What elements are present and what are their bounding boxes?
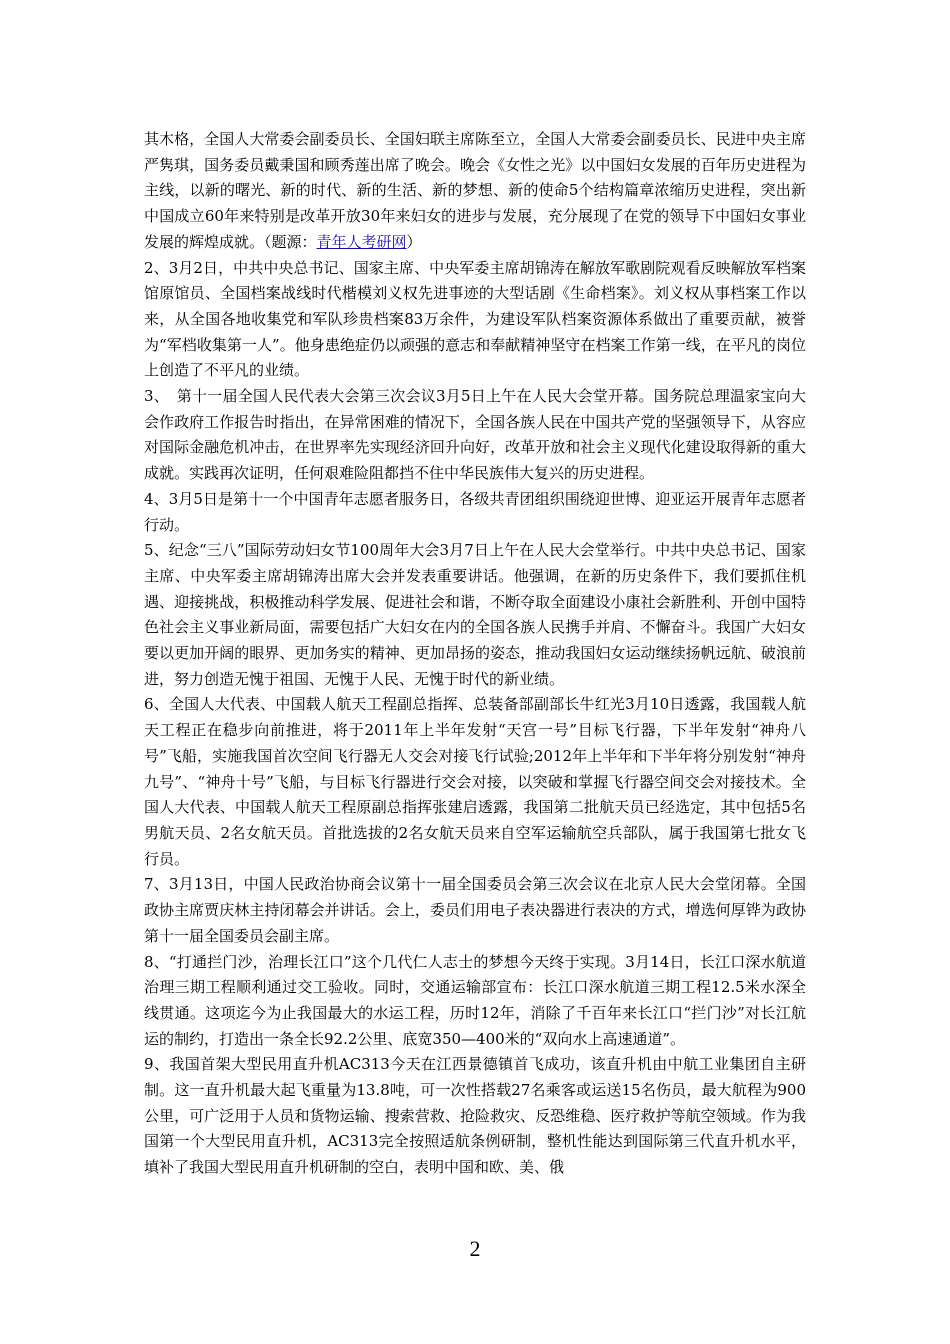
page-number: 2: [469, 1236, 481, 1261]
paragraph-1-text: 其木格，全国人大常委会副委员长、全国妇联主席陈至立，全国人大常委会副委员长、民进中央主席严隽琪，国务委员戴秉国和顾秀莲出席了晚会。晚会《女性之光》以中国妇女发展的百年历史进程为主线，以新的曙光、新的时代、新的生活、新的梦想、新的使命5个结构篇章浓缩历史进程，突出新中国成立60年来特别是改革开放30年来妇女的进步与发展，充分展现了在党的领导下中国妇女事业发展的辉煌成就。（题源：: [144, 130, 806, 251]
source-link[interactable]: 青年人考研网: [316, 232, 407, 251]
document-body: [144, 127, 806, 1181]
paragraph-8: 8、“打通拦门沙，治理长江口”这个几代仁人志士的梦想今天终于实现。3月14日，长江口深水航道治理三期工程顺利通过交工验收。同时，交通运输部宣布：长江口深水航道三期工程12.5米水深全线贯通。这项迄今为止我国最大的水运工程，历时12年，消除了千百年来长江口“拦门沙”对长江航运的制约，打造出一条全长92.2公里、底宽350—400米的“双向水上高速通道”。: [144, 952, 806, 1048]
paragraph-9: 9、我国首架大型民用直升机AC313今天在江西景德镇首飞成功，该直升机由中航工业集团自主研制。这一直升机最大起飞重量为13.8吨，可一次性搭载27名乘客或运送15名伤员，最大航程为900公里，可广泛用于人员和货物运输、搜索营救、抢险救灾、反恐维稳、医疗救护等航空领域。作为我国第一个大型民用直升机，AC313完全按照适航条例研制，整机性能达到国际第三代直升机水平，填补了我国大型民用直升机研制的空白，表明中国和欧、美、俄: [144, 1055, 806, 1177]
paragraph-4: 4、3月5日是第十一个中国青年志愿者服务日，各级共青团组织围绕迎世博、迎亚运开展青年志愿者行动。: [144, 489, 806, 534]
paragraph-2: 2、3月2日，中共中央总书记、国家主席、中央军委主席胡锦涛在解放军歌剧院观看反映解放军档案馆原馆员、全国档案战线时代楷模刘义权先进事迹的大型话剧《生命档案》。刘义权从事档案工作以来，从全国各地收集党和军队珍贵档案83万余件，为建设军队档案资源体系做出了重要贡献，被誉为“军档收集第一人”。他身患绝症仍以顽强的意志和奉献精神坚守在档案工作第一线，在平凡的岗位上创造了不平凡的业绩。: [144, 258, 806, 380]
paragraph-3: 3、 第十一届全国人民代表大会第三次会议3月5日上午在人民大会堂开幕。国务院总理温家宝向大会作政府工作报告时指出，在异常困难的情况下，全国各族人民在中国共产党的坚强领导下，从容应对国际金融危机冲击，在世界率先实现经济回升向好，改革开放和社会主义现代化建设取得新的重大成就。实践再次证明，任何艰难险阻都挡不住中华民族伟大复兴的历史进程。: [144, 387, 806, 483]
paragraph-5: 5、纪念“三八”国际劳动妇女节100周年大会3月7日上午在人民大会堂举行。中共中央总书记、国家主席、中央军委主席胡锦涛出席大会并发表重要讲话。他强调，在新的历史条件下，我们要抓住机遇、迎接挑战，积极推动科学发展、促进社会和谐，不断夺取全面建设小康社会新胜利、开创中国特色社会主义事业新局面，需要包括广大妇女在内的全国各族人民携手并肩、不懈奋斗。我国广大妇女要以更加开阔的眼界、更加务实的精神、更加昂扬的姿态，推动我国妇女运动继续扬帆远航、破浪前进，努力创造无愧于祖国、无愧于人民、无愧于时代的新业绩。: [144, 541, 806, 688]
paragraph-1: [144, 127, 806, 256]
paragraph-6: 6、全国人大代表、中国载人航天工程副总指挥、总装备部副部长牛红光3月10日透露，我国载人航天工程正在稳步向前推进，将于2011年上半年发射“天宫一号”目标飞行器，下半年发射“神舟八号”飞船，实施我国首次空间飞行器无人交会对接飞行试验;2012年上半年和下半年将分别发射“神舟九号”、“神舟十号”飞船，与目标飞行器进行交会对接，以突破和掌握飞行器空间交会对接技术。全国人大代表、中国载人航天工程原副总指挥张建启透露，我国第二批航天员已经选定，其中包括5名男航天员、2名女航天员。首批选拔的2名女航天员来自空军运输航空兵部队，属于我国第七批女飞行员。: [144, 695, 806, 868]
paragraph-7: 7、3月13日，中国人民政治协商会议第十一届全国委员会第三次会议在北京人民大会堂闭幕。全国政协主席贾庆林主持闭幕会并讲话。会上，委员们用电子表决器进行表决的方式，增选何厚铧为政协第十一届全国委员会副主席。: [144, 875, 806, 945]
paragraph-1-tail: ）: [406, 232, 422, 251]
